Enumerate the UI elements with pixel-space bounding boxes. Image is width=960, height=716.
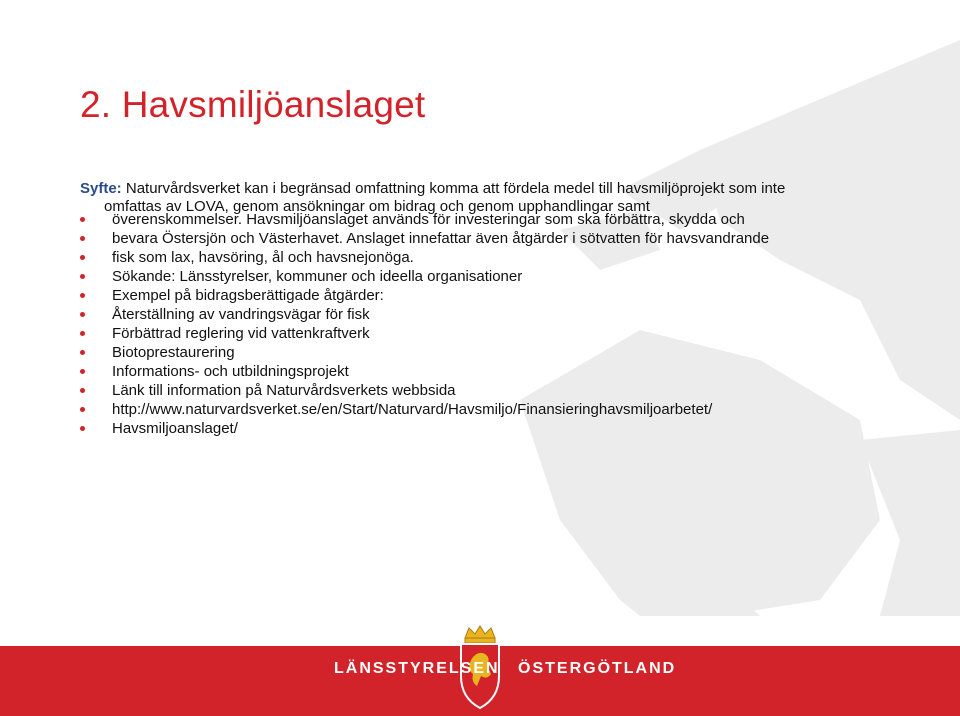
bullet-text: Sökande: Länsstyrelser, kommuner och ideella organisationer [112,268,523,285]
bullet-list [80,210,820,438]
bullet-text: Återställning av vandringsvägar för fisk [112,306,370,323]
purpose-text-line-1: Naturvårdsverket kan i begränsad omfattning komma att fördela medel till havsmiljöprojekt som inte [121,180,786,197]
bullet-dot-icon [80,369,85,374]
bullet-text: Informations- och utbildningsprojekt [112,363,349,380]
bullet-dot-icon [80,255,85,260]
bullet-text: fisk som lax, havsöring, ål och havsnejonöga. [112,249,414,266]
bullet-dot-icon [80,217,85,222]
bullet-text: Länk till information på Naturvårdsverkets webbsida [112,382,456,399]
bullet-item [80,400,820,419]
bullet-link-text[interactable]: http://www.naturvardsverket.se/en/Start/Naturvard/Havsmiljo/Finansieringhavsmiljoarbetet/ [112,401,713,418]
bullet-item [80,362,820,381]
bullet-text: Biotoprestaurering [112,344,235,361]
bullet-text: Exempel på bidragsberättigade åtgärder: [112,287,384,304]
bullet-dot-icon [80,407,85,412]
bullet-item [80,267,820,286]
bullet-link-text[interactable]: Havsmiljoanslaget/ [112,420,238,437]
bullet-item [80,324,820,343]
bullet-dot-icon [80,426,85,431]
footer-bar [0,618,960,716]
purpose-label: Syfte: [80,180,122,197]
bullet-dot-icon [80,293,85,298]
bullet-dot-icon [80,236,85,241]
bullet-item [80,286,820,305]
bullet-item [80,419,820,438]
bullet-item [80,210,820,229]
footer-label-lansstyrelsen: LÄNSSTYRELSEN [334,660,500,677]
bullet-item [80,248,820,267]
bullet-dot-icon [80,388,85,393]
bullet-dot-icon [80,312,85,317]
bullet-text: överenskommelser. Havsmiljöanslaget används för investeringar som ska förbättra, skydda och [112,211,745,228]
bullet-item [80,381,820,400]
bullet-text: bevara Östersjön och Västerhavet. Anslaget innefattar även åtgärder i sötvatten för havsvandrande [112,230,770,247]
bullet-text: Förbättrad reglering vid vattenkraftverk [112,325,370,342]
bullet-item [80,343,820,362]
bullet-item [80,229,820,248]
footer-label-ostergotland: ÖSTERGÖTLAND [518,660,677,677]
bullet-item [80,305,820,324]
bullet-dot-icon [80,350,85,355]
purpose-text-line-2: omfattas av LOVA, genom ansökningar om bidrag och genom upphandlingar samt [104,197,650,215]
page-title: 2. Havsmiljöanslaget [80,84,426,125]
bullet-dot-icon [80,274,85,279]
bullet-dot-icon [80,331,85,336]
